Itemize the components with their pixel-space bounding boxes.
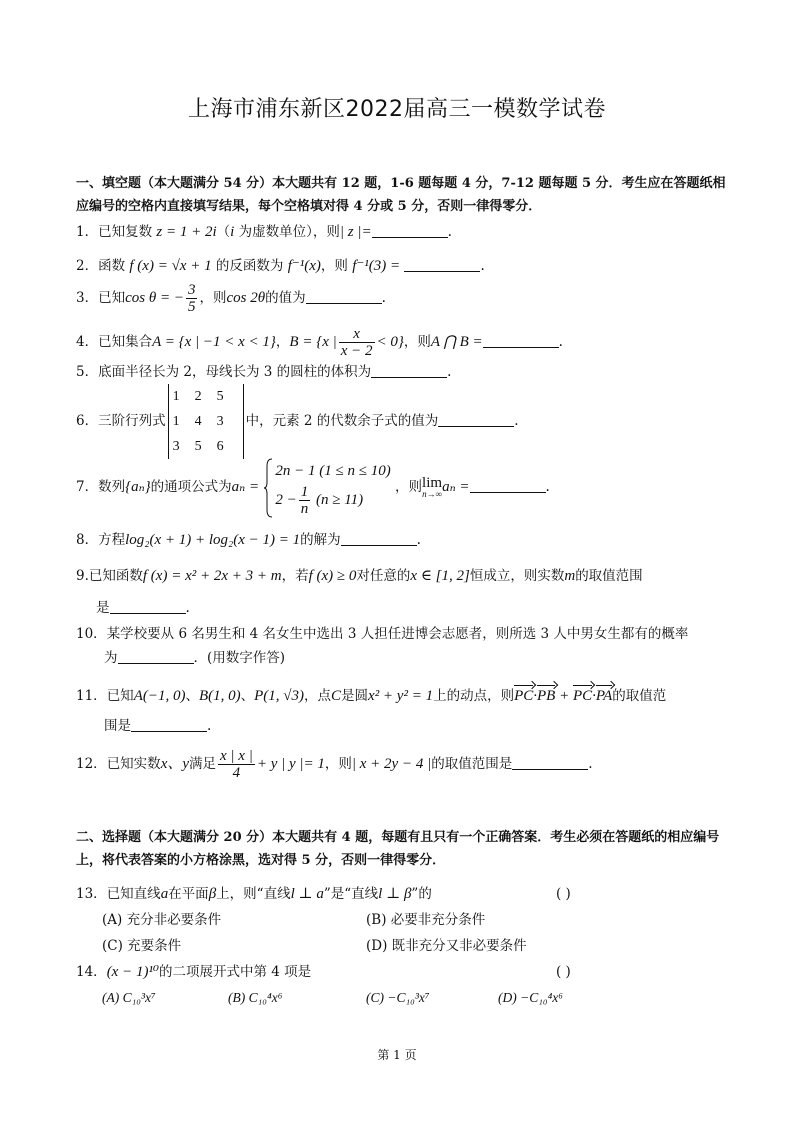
answer-bracket[interactable]: ( ) [556,964,571,980]
answer-blank[interactable] [306,289,382,304]
question-11: 11．已知A(−1, 0)、B(1, 0)、P(1, √3)，点C是圆x² + y² = 1上的动点，则PC·PB + PC·PA的取值范 [76,688,667,704]
answer-bracket[interactable]: ( ) [556,886,571,902]
answer-blank[interactable] [483,333,559,348]
fraction: $\frac{1}{n}$ [300,484,309,517]
question-9: 9.已知函数f (x) = x² + 2x + 3 + m，若f (x) ≥ 0对任意的x ∈ [1, 2]恒成立，则实数m的取值范围 [76,568,643,584]
option-a[interactable]: (A) 充分非必要条件 [102,912,222,928]
answer-blank[interactable] [118,649,194,664]
section-2-heading: 二、选择题（本大题满分 20 分）本大题共有 4 题，每题有且只有一个正确答案．考生必须在答题纸的相应编号上，将代表答案的小方格涂黑，选对得 5 分，否则一律得零分． [76,830,720,868]
question-6: 6．三阶行列式 1 2 5 1 4 3 3 5 6 中，元素 2 的代数余子式的值为 . [76,384,519,459]
determinant-cell: 5 [216,389,224,404]
question-2: 2．函数 f (x) = √x + 1 的反函数为 f⁻¹(x)，则 f⁻¹(3) = . [76,258,485,274]
question-4: 4．已知集合A = {x | −1 < x < 1}，B = {x | $\frac{x}{x - 2}$ < 0}，则A ⋂ B = . [76,326,563,359]
section-1-heading: 一、填空题（本大题满分 54 分）本大题共有 12 题，1-6 题每题 4 分，7-12 题每题 5 分．考生应在答题纸相应编号的空格内直接填写结果，每个空格填对得 4 分或 5 分，否则一律得零分． [76,176,726,214]
determinant-cell: 3 [172,439,180,454]
determinant-cell: 4 [194,414,202,429]
fraction: $\frac{x | x |}{4}$ [220,748,253,781]
question-13: 13．已知直线a在平面β上，则“直线l ⊥ a”是“直线l ⊥ β”的 [76,886,432,902]
option-d[interactable]: (D) −C₁₀⁴x⁶ [498,990,563,1005]
determinant-cell: 2 [194,389,202,404]
answer-blank[interactable] [131,717,207,732]
question-8: 8．方程log₂(x + 1) + log₂(x − 1) = 1的解为 . [76,532,421,548]
option-c[interactable]: (C) 充要条件 [102,938,182,954]
option-b[interactable]: (B) 必要非充分条件 [366,912,486,928]
answer-blank[interactable] [371,363,447,378]
answer-blank[interactable] [372,223,448,238]
determinant-row [173,384,239,409]
option-c[interactable]: (C) −C₁₀³x⁷ [366,990,430,1005]
answer-blank[interactable] [512,755,588,770]
answer-blank[interactable] [110,599,186,614]
option-b[interactable]: (B) C₁₀⁴x⁶ [228,990,283,1005]
page-title: 上海市浦东新区2022届高三一模数学试卷 [188,97,606,122]
determinant-cell: 5 [194,439,202,454]
answer-blank[interactable] [404,257,480,272]
answer-blank[interactable] [438,412,514,427]
question-10-line2: 为 ．(用数字作答) [104,650,286,666]
determinant-cell: 1 [172,389,180,404]
question-10: 10．某学校要从 6 名男生和 4 名女生中选出 3 人担任进博会志愿者，则所选 3 人中男女生都有的概率 [76,626,689,642]
determinant [168,384,244,459]
question-3: 3．已知cos θ = − $\frac{3}{5}$ ，则cos 2θ的值为 . [76,282,386,315]
question-1: 1．已知复数 z = 1 + 2i（i 为虚数单位），则| z |= . [76,224,452,240]
determinant-row [173,409,239,434]
question-5: 5．底面半径长为 2，母线长为 3 的圆柱的体积为 . [76,364,452,380]
fraction: $\frac{x}{x - 2}$ [340,326,373,359]
determinant-cell: 3 [216,414,224,429]
question-11-line2: 围是 . [104,718,212,734]
piecewise-cases: 2n − 1 (1 ≤ n ≤ 10) 2 − $\frac{1}{n}$ (n ≥ 11) [263,458,390,517]
limit: lim n→∞ [422,475,443,499]
question-9-line2: 是 . [96,600,190,616]
question-12: 12．已知实数x、y满足 $\frac{x | x |}{4}$ + y | y |= 1，则| x + 2y − 4 |的取值范围是 . [76,748,593,781]
question-14: 14．(x − 1)¹⁰的二项展开式中第 4 项是 [76,964,312,980]
question-7: 7．数列{aₙ}的通项公式为aₙ = 2n − 1 (1 ≤ n ≤ 10) 2 − $\frac{1}{n}$ (n ≥ 11) ，则 lim n→∞ aₙ = . [76,458,550,517]
fraction: $\frac{3}{5}$ [187,282,196,315]
determinant-cell: 6 [216,439,224,454]
answer-blank[interactable] [341,531,417,546]
answer-blank[interactable] [470,478,546,493]
determinant-cell: 1 [172,414,180,429]
left-brace-icon [263,458,273,518]
option-a[interactable]: (A) C₁₀³x⁷ [102,990,156,1005]
option-d[interactable]: (D) 既非充分又非必要条件 [366,938,527,954]
page-number: 第 1 页 [377,1048,417,1062]
determinant-row [173,434,239,459]
